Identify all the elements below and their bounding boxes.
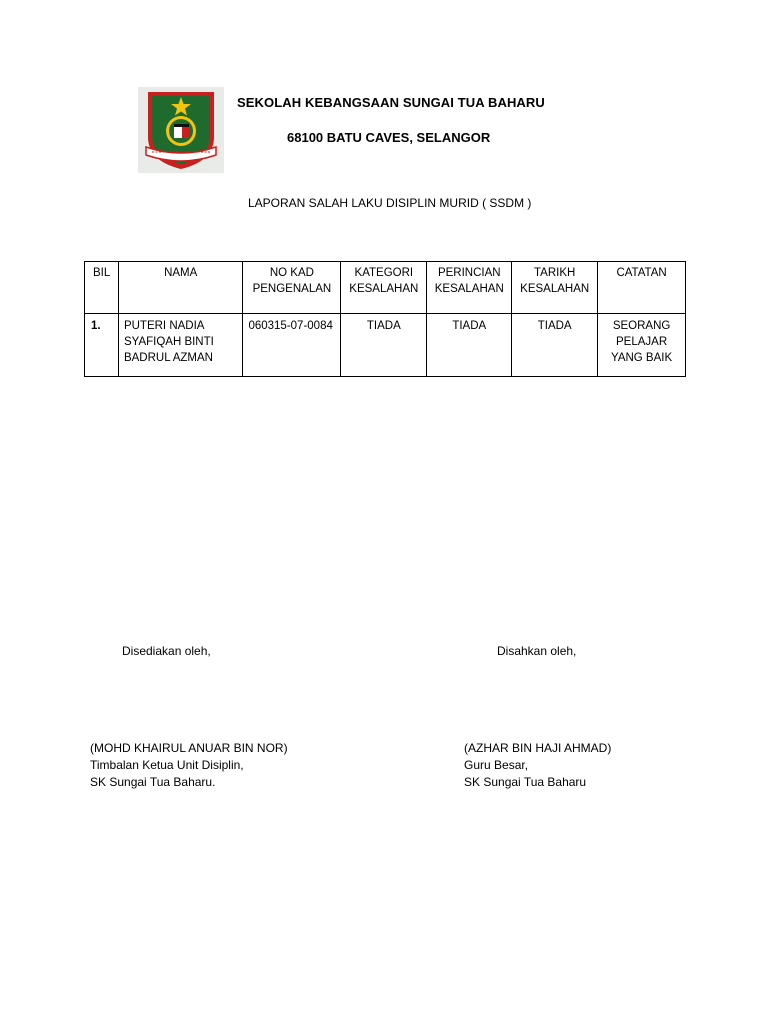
cell-tarikh: TIADA <box>512 314 598 377</box>
table-row <box>85 314 686 377</box>
header-bil: BIL <box>85 262 119 314</box>
header-catatan: CATATAN <box>598 262 686 314</box>
report-title: LAPORAN SALAH LAKU DISIPLIN MURID ( SSDM ) <box>248 196 532 210</box>
cell-ic: 060315-07-0084 <box>243 314 341 377</box>
header-kategori: KATEGORI KESALAHAN <box>341 262 427 314</box>
prepared-by-block <box>90 740 288 791</box>
prepared-by-org: SK Sungai Tua Baharu. <box>90 775 216 789</box>
header-tarikh: TARIKH KESALAHAN <box>512 262 598 314</box>
prepared-by-label: Disediakan oleh, <box>122 644 211 658</box>
school-crest-icon <box>138 87 224 173</box>
cell-nama: PUTERI NADIA SYAFIQAH BINTI BADRUL AZMAN <box>118 314 243 377</box>
cell-catatan: SEORANG PELAJAR YANG BAIK <box>598 314 686 377</box>
cell-perincian: TIADA <box>427 314 512 377</box>
school-address: 68100 BATU CAVES, SELANGOR <box>287 130 491 145</box>
header-perincian: PERINCIAN KESALAHAN <box>427 262 512 314</box>
prepared-by-name: (MOHD KHAIRUL ANUAR BIN NOR) <box>90 741 288 755</box>
school-name: SEKOLAH KEBANGSAAN SUNGAI TUA BAHARU <box>237 95 545 110</box>
prepared-by-position: Timbalan Ketua Unit Disiplin, <box>90 758 244 772</box>
approved-by-block <box>464 740 611 791</box>
cell-bil: 1. <box>85 314 119 377</box>
header-nama: NAMA <box>118 262 243 314</box>
approved-by-name: (AZHAR BIN HAJI AHMAD) <box>464 741 612 755</box>
approved-by-position: Guru Besar, <box>464 758 529 772</box>
approved-by-org: SK Sungai Tua Baharu <box>464 775 587 789</box>
table-header-row <box>85 262 686 314</box>
discipline-table <box>84 261 686 377</box>
cell-kategori: TIADA <box>341 314 427 377</box>
header-ic: NO KAD PENGENALAN <box>243 262 341 314</box>
approved-by-label: Disahkan oleh, <box>497 644 577 658</box>
